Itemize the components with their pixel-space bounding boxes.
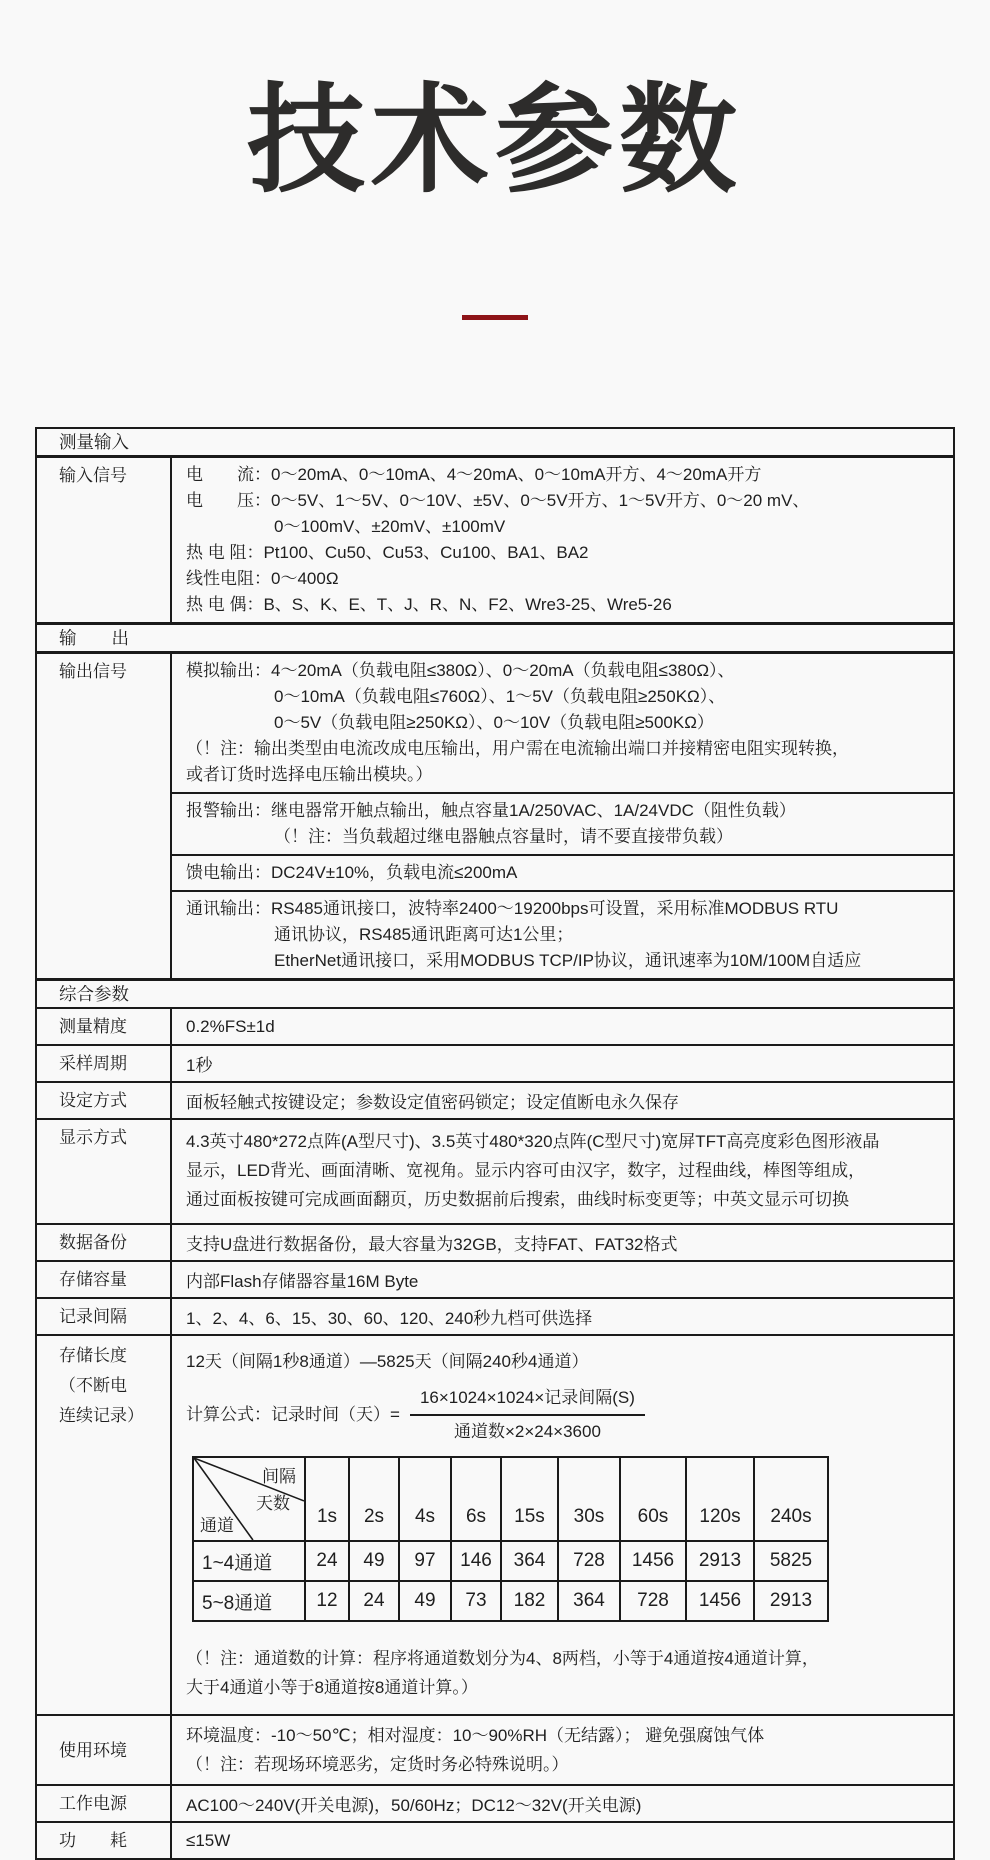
row-output-signal — [37, 651, 953, 978]
section-header-measurement-input: 测量输入 — [59, 432, 129, 452]
row-label-capacity: 存储容量 — [37, 1262, 172, 1297]
interval-value: 1、2、4、6、15、30、60、120、240秒九档可供选择 — [186, 1309, 593, 1328]
days-col-header-4s: 4s — [399, 1457, 451, 1541]
analog-output-line-3: 0～5V（负载电阻≥250KΩ）、0～10V（负载电阻≥500KΩ） — [274, 713, 714, 732]
environment-line-1: 环境温度：-10～50℃；相对湿度：10～90%RH（无结露）； 避免强腐蚀气体 — [186, 1726, 765, 1745]
corner-label-days: 天数 — [256, 1494, 290, 1513]
alarm-output-block — [172, 792, 953, 854]
input-rtd-line: 热 电 阻：Pt100、Cu50、Cu53、Cu100、BA1、BA2 — [186, 543, 589, 562]
storage-note-line-1: （！注：通道数的计算：程序将通道数划分为4、8两档，小等于4通道按4通道计算， — [186, 1649, 819, 1668]
storage-days-table — [192, 1456, 829, 1622]
display-content — [172, 1120, 953, 1223]
days-value: 24 — [305, 1541, 349, 1581]
formula-prefix: 计算公式：记录时间（天）= — [186, 1405, 400, 1424]
power-value: AC100～240V(开关电源)，50/60Hz；DC12～32V(开关电源) — [186, 1796, 642, 1815]
row-label-output-signal: 输出信号 — [37, 654, 172, 978]
days-value: 364 — [558, 1581, 620, 1621]
input-linear-resistance-line: 线性电阻：0～400Ω — [186, 569, 339, 588]
days-value: 1456 — [686, 1581, 754, 1621]
days-col-header-15s: 15s — [501, 1457, 558, 1541]
days-col-header-2s: 2s — [349, 1457, 399, 1541]
page-title: 技术参数 — [246, 75, 743, 207]
storage-length-content — [172, 1336, 953, 1714]
power-feed-output-line: 馈电输出：DC24V±10%，负载电流≤200mA — [186, 863, 518, 882]
row-sampling — [37, 1044, 953, 1081]
days-value: 2913 — [754, 1581, 828, 1621]
days-value: 728 — [620, 1581, 686, 1621]
storage-formula — [186, 1386, 943, 1444]
days-value: 146 — [451, 1541, 501, 1581]
row-power — [37, 1784, 953, 1821]
row-label-interval: 记录间隔 — [37, 1299, 172, 1334]
row-label-input-signal: 输入信号 — [37, 458, 172, 622]
days-row-label-ch1-4: 1~4通道 — [193, 1541, 305, 1581]
setting-value: 面板轻触式按键设定；参数设定值密码锁定；设定值断电永久保存 — [186, 1093, 679, 1112]
power-feed-output-block — [172, 854, 953, 890]
days-value: 1456 — [620, 1541, 686, 1581]
days-value: 49 — [399, 1581, 451, 1621]
capacity-value: 内部Flash存储器容量16M Byte — [186, 1272, 419, 1291]
row-capacity — [37, 1260, 953, 1297]
days-row-label-ch5-8: 5~8通道 — [193, 1581, 305, 1621]
row-label-storage-length — [37, 1336, 172, 1714]
days-value: 24 — [349, 1581, 399, 1621]
row-label-setting: 设定方式 — [37, 1083, 172, 1118]
days-value: 97 — [399, 1541, 451, 1581]
environment-line-2: （！注：若现场环境恶劣，定货时务必特殊说明。） — [186, 1755, 569, 1774]
days-col-header-120s: 120s — [686, 1457, 754, 1541]
days-value: 728 — [558, 1541, 620, 1581]
comm-output-line-3: EtherNet通讯接口，采用MODBUS TCP/IP协议，通讯速率为10M/100M自适应 — [274, 951, 862, 970]
storage-range-line: 12天（间隔1秒8通道）—5825天（间隔240秒4通道） — [186, 1352, 589, 1371]
row-backup — [37, 1223, 953, 1260]
sampling-value: 1秒 — [186, 1056, 213, 1075]
corner-label-interval: 间隔 — [262, 1467, 296, 1486]
days-table-corner-cell — [193, 1457, 305, 1541]
row-label-consumption: 功 耗 — [37, 1823, 172, 1858]
alarm-output-line: 报警输出：继电器常开触点输出，触点容量1A/250VAC、1A/24VDC（阻性负载） — [186, 801, 796, 820]
days-value: 73 — [451, 1581, 501, 1621]
days-row-ch1-4 — [193, 1541, 828, 1581]
days-col-header-6s: 6s — [451, 1457, 501, 1541]
input-signal-content — [172, 458, 953, 622]
row-label-environment: 使用环境 — [37, 1716, 172, 1784]
days-col-header-60s: 60s — [620, 1457, 686, 1541]
analog-output-note-1: （！注：输出类型由电流改成电压输出，用户需在电流输出端口并接精密电阻实现转换， — [186, 739, 849, 758]
row-label-power: 工作电源 — [37, 1786, 172, 1821]
row-label-sampling: 采样周期 — [37, 1046, 172, 1081]
analog-output-line-1: 模拟输出：4～20mA（负载电阻≤380Ω）、0～20mA（负载电阻≤380Ω）、 — [186, 661, 735, 680]
days-value: 364 — [501, 1541, 558, 1581]
display-line-3: 通过面板按键可完成画面翻页，历史数据前后搜索，曲线时标变更等；中英文显示可切换 — [186, 1190, 849, 1209]
row-label-backup: 数据备份 — [37, 1225, 172, 1260]
output-signal-content — [172, 654, 953, 978]
formula-numerator: 16×1024×1024×记录间隔(S) — [410, 1386, 645, 1416]
row-setting — [37, 1081, 953, 1118]
section-header-general: 综合参数 — [37, 978, 953, 1007]
row-storage-length — [37, 1334, 953, 1714]
input-voltage-line-2: 0～100mV、±20mV、±100mV — [274, 517, 506, 536]
row-interval — [37, 1297, 953, 1334]
days-value: 49 — [349, 1541, 399, 1581]
comm-output-block — [172, 890, 953, 978]
formula-denominator: 通道数×2×24×3600 — [453, 1422, 601, 1441]
backup-value: 支持U盘进行数据备份，最大容量为32GB，支持FAT、FAT32格式 — [186, 1235, 678, 1254]
analog-output-note-2: 或者订货时选择电压输出模块。） — [186, 765, 433, 784]
consumption-value: ≤15W — [186, 1830, 231, 1850]
accent-divider-bar — [462, 315, 528, 320]
section-header-output: 输 出 — [37, 622, 953, 651]
days-row-ch5-8 — [193, 1581, 828, 1621]
days-col-header-30s: 30s — [558, 1457, 620, 1541]
analog-output-block — [172, 654, 953, 792]
row-label-display: 显示方式 — [37, 1120, 172, 1223]
input-thermocouple-line: 热 电 偶：B、S、K、E、T、J、R、N、F2、Wre3-25、Wre5-26 — [186, 595, 672, 614]
alarm-output-note: （！注：当负载超过继电器触点容量时，请不要直接带负载） — [274, 827, 733, 846]
row-input-signal — [37, 455, 953, 622]
days-value: 12 — [305, 1581, 349, 1621]
spec-table — [35, 427, 955, 1860]
environment-content — [172, 1716, 953, 1784]
row-consumption — [37, 1821, 953, 1858]
display-line-2: 显示，LED背光、画面清晰、宽视角。显示内容可由汉字，数字，过程曲线，棒图等组成， — [186, 1161, 866, 1180]
row-display — [37, 1118, 953, 1223]
storage-length-label-line-1: 存储长度 — [59, 1346, 127, 1365]
storage-length-label-line-3: 连续记录） — [59, 1406, 144, 1425]
days-value: 182 — [501, 1581, 558, 1621]
input-voltage-line-1: 电 压：0～5V、1～5V、0～10V、±5V、0～5V开方、1～5V开方、0～20 mV、 — [186, 491, 810, 510]
row-environment — [37, 1714, 953, 1784]
days-col-header-240s: 240s — [754, 1457, 828, 1541]
formula-fraction — [410, 1386, 645, 1444]
comm-output-line-1: 通讯输出：RS485通讯接口，波特率2400～19200bps可设置，采用标准MODBUS RTU — [186, 899, 839, 918]
display-line-1: 4.3英寸480*272点阵(A型尺寸)、3.5英寸480*320点阵(C型尺寸)宽屏TFT高亮度彩色图形液晶 — [186, 1132, 880, 1151]
storage-length-label-line-2: （不断电 — [59, 1376, 127, 1395]
row-label-accuracy: 测量精度 — [37, 1009, 172, 1044]
days-value: 5825 — [754, 1541, 828, 1581]
analog-output-line-2: 0～10mA（负载电阻≤760Ω）、1～5V（负载电阻≥250KΩ）、 — [274, 687, 726, 706]
corner-label-channel: 通道 — [200, 1516, 234, 1535]
accuracy-value: 0.2%FS±1d — [186, 1016, 275, 1036]
storage-note — [186, 1644, 943, 1702]
days-col-header-1s: 1s — [305, 1457, 349, 1541]
row-accuracy — [37, 1007, 953, 1044]
comm-output-line-2: 通讯协议，RS485通讯距离可达1公里； — [274, 925, 574, 944]
input-current-line: 电 流：0～20mA、0～10mA、4～20mA、0～10mA开方、4～20mA开方 — [186, 465, 762, 484]
days-value: 2913 — [686, 1541, 754, 1581]
storage-note-line-2: 大于4通道小等于8通道按8通道计算。） — [186, 1678, 478, 1697]
